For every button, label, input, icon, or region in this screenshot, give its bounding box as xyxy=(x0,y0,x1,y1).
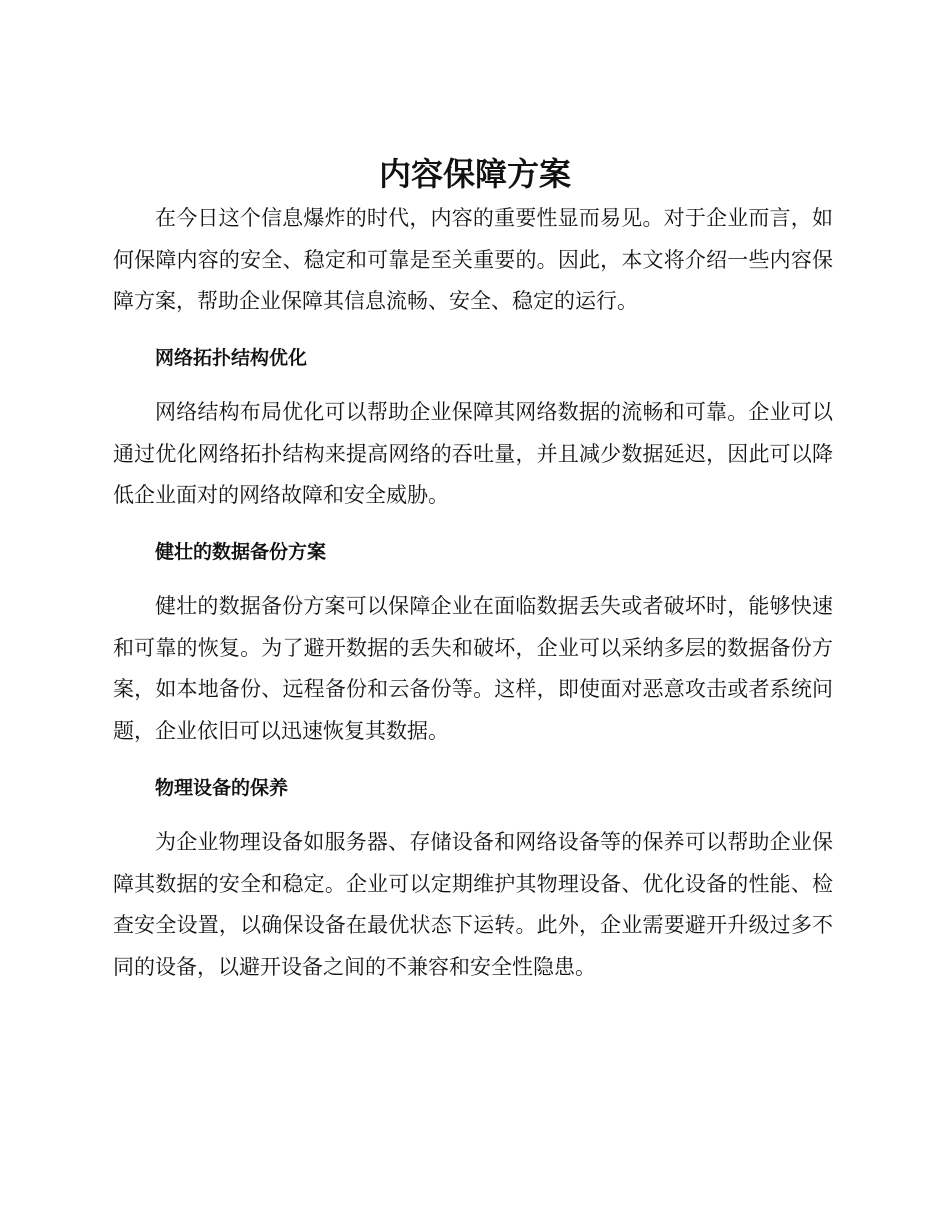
document-title: 内容保障方案 xyxy=(378,155,571,193)
section-heading-physical-maintenance: 物理设备的保养 xyxy=(155,777,289,799)
section-paragraph-physical-maintenance: 为企业物理设备如服务器、存储设备和网络设备等的保养可以帮助企业保障其数据的安全和稳定。企业可以定期维护其物理设备、优化设备的性能、检查安全设置，以确保设备在最优状态下运转。此外，企业需要避开升级过多不同的设备，以避开设备之间的不兼容和安全性隐患。 xyxy=(113,830,833,979)
intro-paragraph: 在今日这个信息爆炸的时代，内容的重要性显而易见。对于企业而言，如何保障内容的安全、稳定和可靠是至关重要的。因此，本文将介绍一些内容保障方案，帮助企业保障其信息流畅、安全、稳定的运行。 xyxy=(113,206,833,313)
section-paragraph-data-backup: 健壮的数据备份方案可以保障企业在面临数据丢失或者破坏时，能够快速和可靠的恢复。为了避开数据的丢失和破坏，企业可以采纳多层的数据备份方案，如本地备份、远程备份和云备份等。这样，即使面对恶意攻击或者系统问题，企业依旧可以迅速恢复其数据。 xyxy=(113,594,833,743)
section-heading-data-backup: 健壮的数据备份方案 xyxy=(155,541,327,563)
section-paragraph-network-topology: 网络结构布局优化可以帮助企业保障其网络数据的流畅和可靠。企业可以通过优化网络拓扑结构来提高网络的吞吐量，并且减少数据延迟，因此可以降低企业面对的网络故障和安全威胁。 xyxy=(113,400,833,507)
section-heading-network-topology: 网络拓扑结构优化 xyxy=(155,347,308,369)
